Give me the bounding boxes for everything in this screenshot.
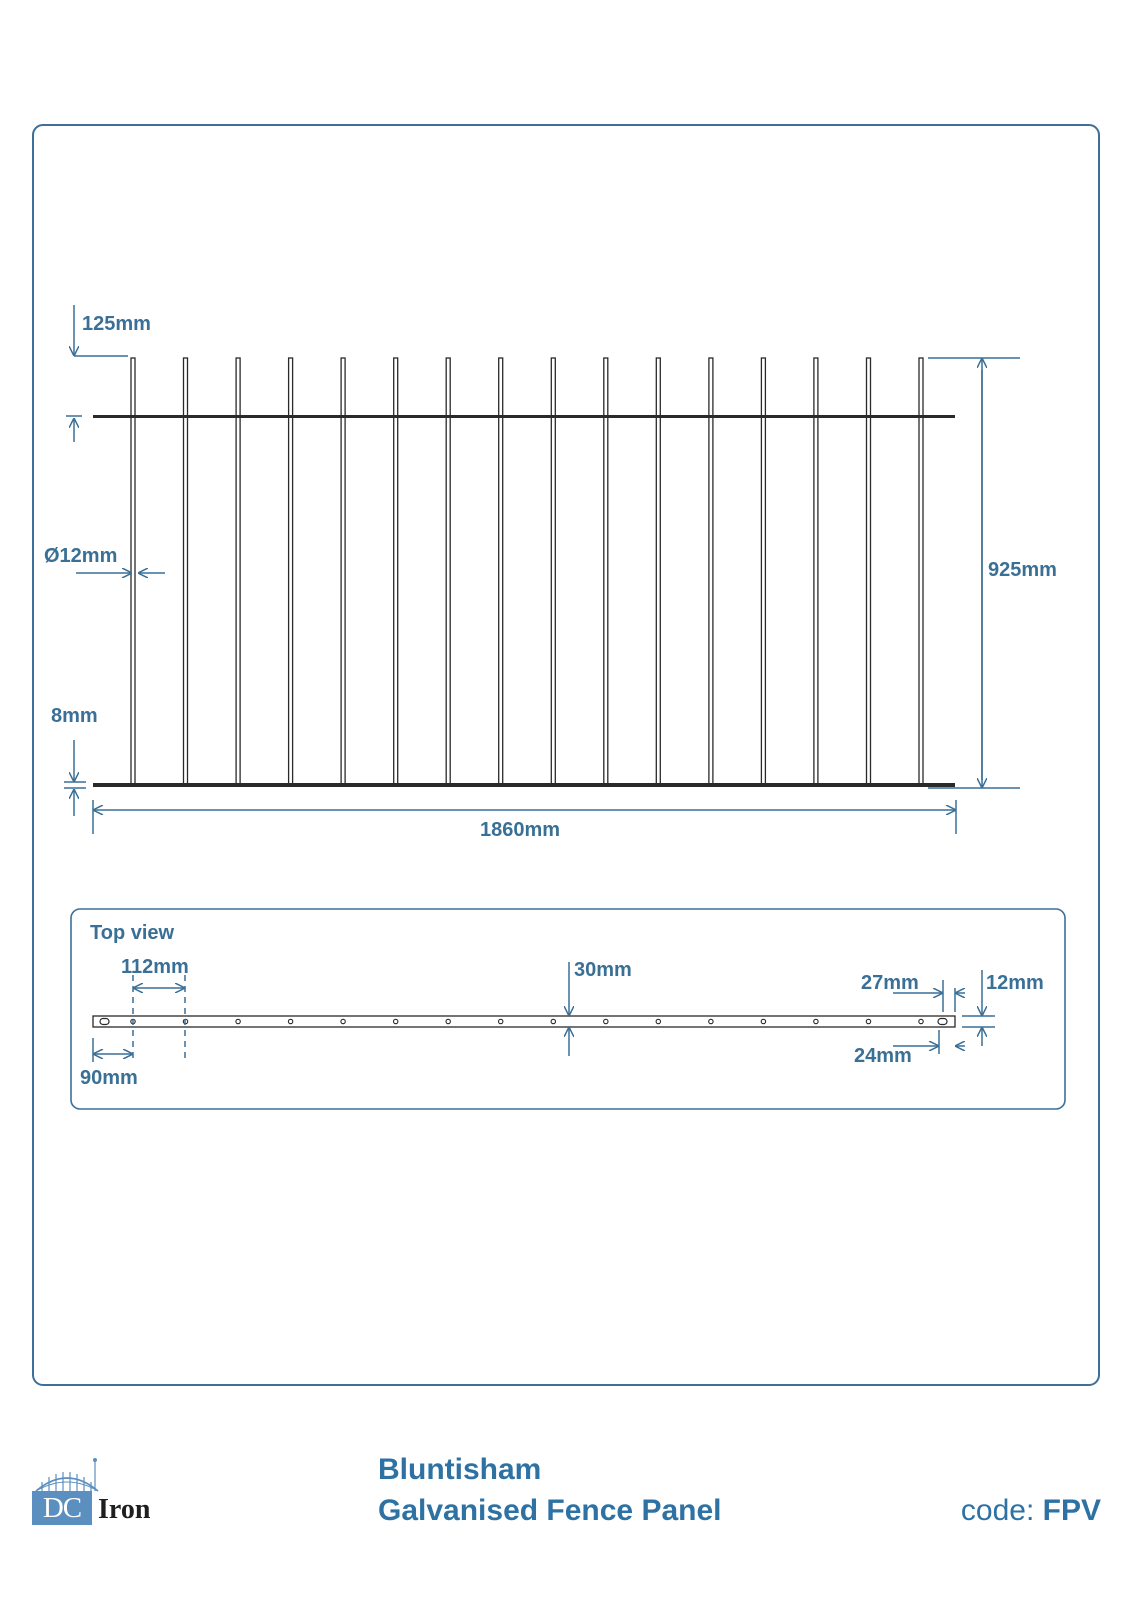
top-view-rail	[93, 1016, 955, 1027]
dc-iron-logo	[32, 1455, 182, 1525]
fence-bar	[499, 358, 503, 786]
gate-logo-icon	[32, 1455, 102, 1493]
bottom-rail	[93, 783, 955, 787]
dim-bottom-clearance: 8mm	[51, 705, 98, 727]
fence-bar	[761, 358, 765, 786]
product-type: Galvanised Fence Panel	[378, 1494, 722, 1527]
fence-bar	[814, 358, 818, 786]
top-view-frame	[71, 909, 1065, 1109]
dim-width: 1860mm	[480, 819, 561, 841]
dim-height: 925mm	[988, 559, 1057, 581]
fence-bar	[446, 358, 450, 786]
fence-bar	[341, 358, 345, 786]
product-name: Bluntisham	[378, 1453, 542, 1486]
dim-rail-width: 30mm	[574, 959, 632, 981]
fence-bar	[289, 358, 293, 786]
fence-bar	[656, 358, 660, 786]
fence-bar	[919, 358, 923, 786]
code-value: FPV	[1042, 1494, 1101, 1527]
dim-rail-offset: 125mm	[82, 313, 151, 335]
dim-first-bar-offset: 90mm	[80, 1067, 138, 1089]
fence-bar	[131, 358, 135, 786]
product-code	[961, 1496, 1101, 1526]
fence-bar	[551, 358, 555, 786]
drawing-frame	[33, 125, 1099, 1385]
dim-bar-spacing: 112mm	[121, 956, 189, 978]
top-view-title: Top view	[90, 922, 175, 944]
fence-bar	[236, 358, 240, 786]
fence-bar	[867, 358, 871, 786]
fence-bar	[184, 358, 188, 786]
top-rail	[93, 415, 955, 418]
fence-panel	[93, 358, 955, 787]
fence-bar	[394, 358, 398, 786]
fence-bar	[604, 358, 608, 786]
logo-dc-box: DC	[32, 1491, 92, 1525]
dim-end-offset: 24mm	[854, 1045, 912, 1067]
dim-bar-diameter: Ø12mm	[44, 545, 118, 567]
fence-dimensions	[64, 305, 1020, 834]
dim-end-slot-length: 27mm	[861, 972, 919, 994]
code-label: code:	[960, 1494, 1035, 1527]
dim-rail-thickness: 12mm	[986, 972, 1044, 994]
logo-iron-word: Iron	[98, 1494, 151, 1525]
fence-bar	[709, 358, 713, 786]
